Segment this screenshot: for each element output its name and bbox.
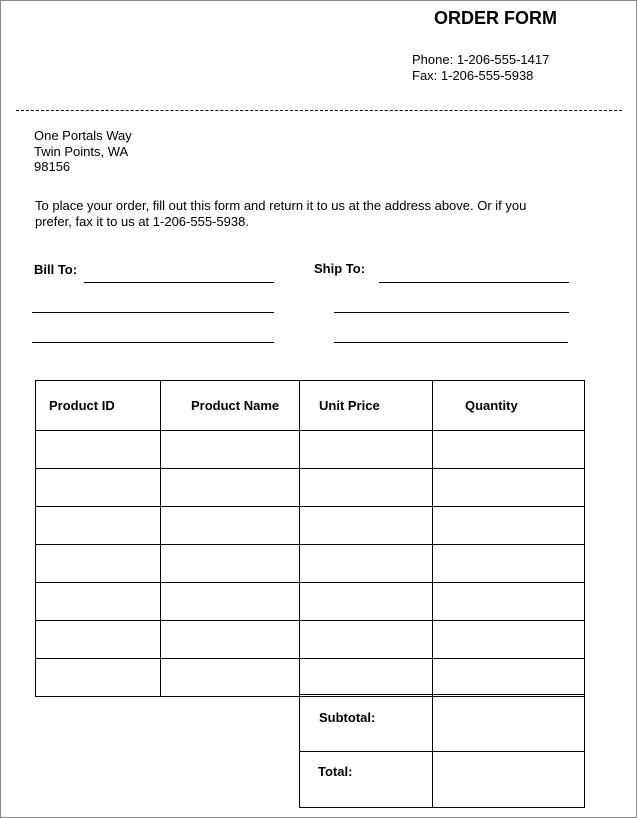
quantity-cell[interactable]	[433, 583, 585, 621]
table-row	[36, 659, 585, 697]
address-line-2: Twin Points, WA	[34, 143, 129, 159]
table-row	[36, 545, 585, 583]
quantity-cell[interactable]	[433, 469, 585, 507]
quantity-cell[interactable]	[433, 545, 585, 583]
product-id-cell[interactable]	[36, 545, 161, 583]
column-header-quantity: Quantity	[433, 381, 585, 431]
form-title: ORDER FORM	[434, 8, 557, 28]
unit-price-cell[interactable]	[300, 507, 433, 545]
contact-info	[412, 52, 549, 84]
product-id-cell[interactable]	[36, 621, 161, 659]
product-name-cell[interactable]	[161, 583, 300, 621]
table-row	[36, 621, 585, 659]
ship-to-label: Ship To:	[314, 261, 366, 276]
instructions	[35, 198, 595, 230]
product-name-cell[interactable]	[161, 621, 300, 659]
product-id-cell[interactable]	[36, 469, 161, 507]
product-name-cell[interactable]	[161, 507, 300, 545]
table-row	[36, 469, 585, 507]
instructions-line-2: prefer, fax it to us at 1-206-555-5938.	[35, 214, 249, 229]
company-address	[34, 128, 132, 175]
quantity-cell[interactable]	[433, 507, 585, 545]
instructions-line-1: To place your order, fill out this form and return it to us at the address above. Or if you	[35, 198, 527, 213]
column-header-unit-price: Unit Price	[300, 381, 433, 431]
column-header-product-id: Product ID	[36, 381, 161, 431]
bill-to-line-2[interactable]	[32, 312, 274, 313]
table-row	[36, 583, 585, 621]
address-line-1: One Portals Way	[34, 128, 132, 143]
ship-to-line-2[interactable]	[334, 312, 569, 313]
column-header-product-name: Product Name	[161, 381, 300, 431]
product-id-cell[interactable]	[36, 659, 161, 697]
product-name-cell[interactable]	[161, 545, 300, 583]
address-line-3: 98156	[34, 159, 71, 174]
quantity-cell[interactable]	[433, 431, 585, 469]
unit-price-cell[interactable]	[300, 583, 433, 621]
quantity-cell[interactable]	[433, 659, 585, 697]
subtotal-label: Subtotal:	[319, 710, 376, 725]
unit-price-cell[interactable]	[300, 545, 433, 583]
bill-to-line-3[interactable]	[32, 342, 274, 343]
subtotal-value-cell[interactable]	[433, 695, 583, 751]
table-row	[36, 431, 585, 469]
product-name-cell[interactable]	[161, 659, 300, 697]
total-value-cell[interactable]	[433, 752, 583, 806]
dashed-divider	[16, 110, 622, 111]
bill-to-label: Bill To:	[34, 262, 78, 277]
unit-price-cell[interactable]	[300, 659, 433, 697]
ship-to-line-1[interactable]	[379, 282, 569, 283]
unit-price-cell[interactable]	[300, 431, 433, 469]
unit-price-cell[interactable]	[300, 621, 433, 659]
fax-text: Fax: 1-206-555-5938	[412, 68, 534, 83]
bill-to-line-1[interactable]	[84, 282, 274, 283]
table-row	[36, 507, 585, 545]
order-table	[35, 380, 585, 697]
product-id-cell[interactable]	[36, 583, 161, 621]
product-id-cell[interactable]	[36, 431, 161, 469]
product-name-cell[interactable]	[161, 469, 300, 507]
phone-text: Phone: 1-206-555-1417	[412, 52, 550, 67]
total-label: Total:	[318, 764, 353, 779]
ship-to-line-3[interactable]	[334, 342, 568, 343]
unit-price-cell[interactable]	[300, 469, 433, 507]
product-id-cell[interactable]	[36, 507, 161, 545]
table-header-row	[36, 381, 585, 431]
quantity-cell[interactable]	[433, 621, 585, 659]
product-name-cell[interactable]	[161, 431, 300, 469]
